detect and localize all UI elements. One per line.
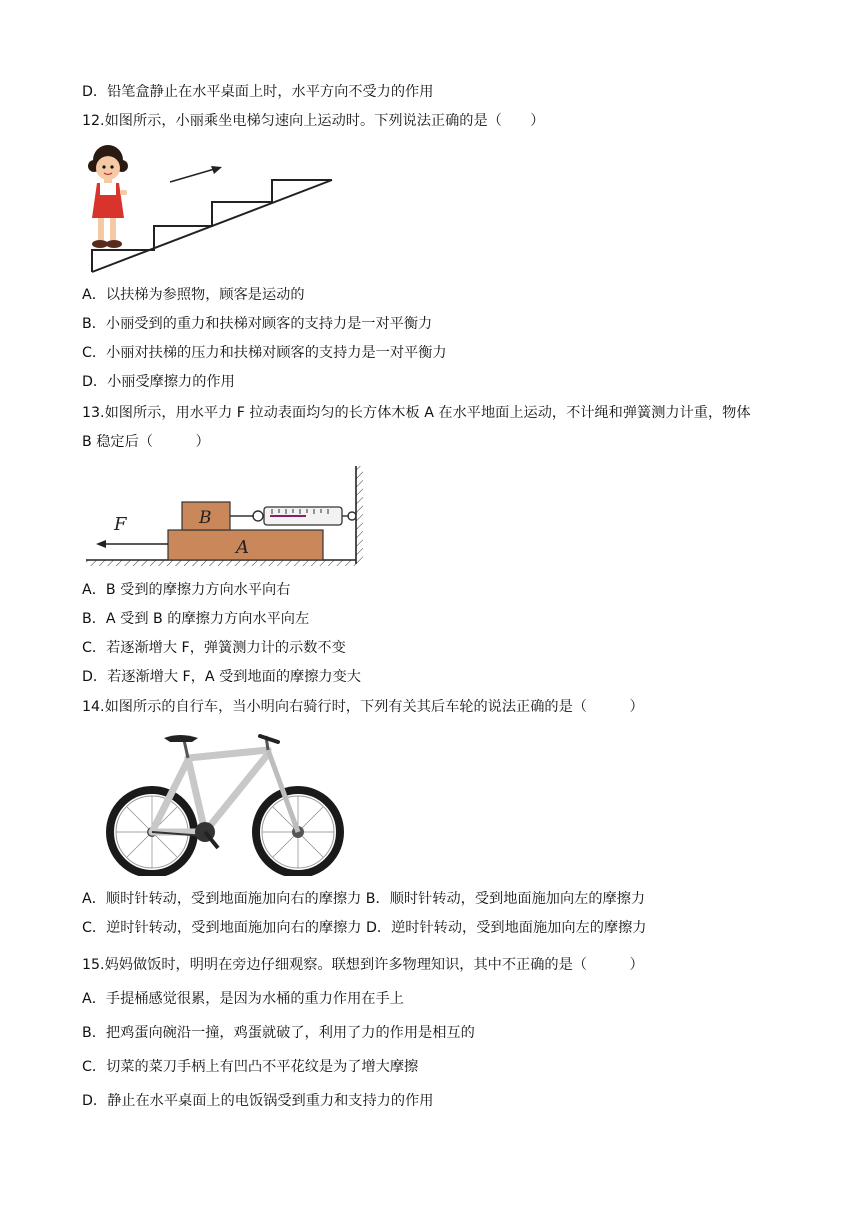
force-f-label: F	[114, 514, 127, 535]
q12-option-a: A．以扶梯为参照物，顾客是运动的	[82, 287, 305, 303]
q14-stem: 14.如图所示的自行车，当小明向右骑行时，下列有关其后车轮的说法正确的是（ ）	[82, 699, 644, 715]
q15-option-d: D．静止在水平桌面上的电饭锅受到重力和支持力的作用	[82, 1093, 434, 1109]
bicycle-figure	[100, 728, 350, 876]
q13-option-d: D．若逐渐增大 F，A 受到地面的摩擦力变大	[82, 669, 361, 685]
block-b-label: B	[199, 508, 212, 528]
q15-option-a: A．手提桶感觉很累，是因为水桶的重力作用在手上	[82, 991, 404, 1007]
q13-option-a: A．B 受到的摩擦力方向水平向右	[82, 582, 291, 598]
spring-scale-icon	[264, 507, 356, 525]
q14-options-ab: A．顺时针转动，受到地面施加向右的摩擦力 B．顺时针转动，受到地面施加向左的摩擦力	[82, 891, 646, 907]
girl-icon	[88, 145, 128, 248]
spring-scale-figure	[84, 462, 369, 572]
block-a-label: A	[236, 537, 249, 558]
bicycle-icon	[110, 735, 340, 874]
q13-stem-line2: B 稳定后（ ）	[82, 434, 210, 450]
q15-option-b: B．把鸡蛋向碗沿一撞，鸡蛋就破了，利用了力的作用是相互的	[82, 1025, 475, 1041]
q12-stem: 12.如图所示，小丽乘坐电梯匀速向上运动时。下列说法正确的是（ ）	[82, 113, 545, 129]
escalator-figure	[80, 140, 340, 275]
q13-option-b: B．A 受到 B 的摩擦力方向水平向左	[82, 611, 310, 627]
q12-option-b: B．小丽受到的重力和扶梯对顾客的支持力是一对平衡力	[82, 316, 433, 332]
q13-stem-line1: 13.如图所示，用水平力 F 拉动表面均匀的长方体木板 A 在水平地面上运动，不计绳和弹簧测力计重，物体	[82, 405, 751, 421]
q14-options-cd: C．逆时针转动，受到地面施加向右的摩擦力 D．逆时针转动，受到地面施加向左的摩擦力	[82, 920, 647, 936]
q15-option-c: C．切菜的菜刀手柄上有凹凸不平花纹是为了增大摩擦	[82, 1059, 419, 1075]
q12-option-d: D．小丽受摩擦力的作用	[82, 374, 235, 390]
q15-stem: 15.妈妈做饭时，明明在旁边仔细观察。联想到许多物理知识，其中不正确的是（ ）	[82, 957, 644, 973]
q13-option-c: C．若逐渐增大 F，弹簧测力计的示数不变	[82, 640, 346, 656]
q12-option-c: C．小丽对扶梯的压力和扶梯对顾客的支持力是一对平衡力	[82, 345, 447, 361]
q11-option-d: D．铅笔盒静止在水平桌面上时，水平方向不受力的作用	[82, 84, 434, 100]
